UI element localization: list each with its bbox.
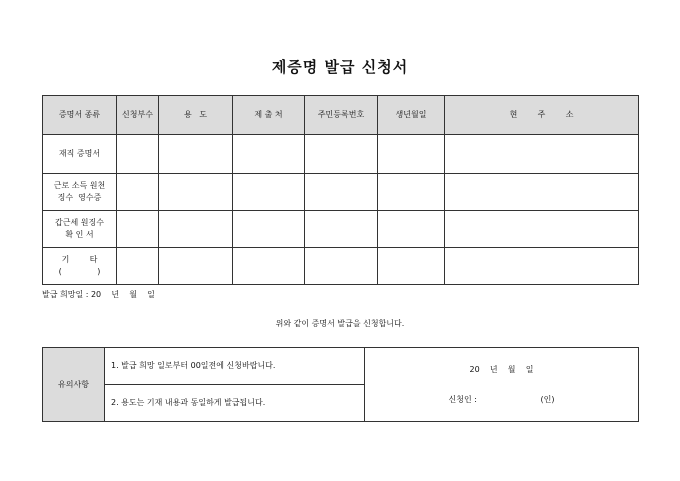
resident-number-cell[interactable]	[305, 135, 378, 174]
row-label-employment-cert	[43, 135, 117, 174]
submit-to-cell[interactable]	[233, 211, 305, 248]
notes-row	[43, 348, 639, 385]
row-label-line: 갑근세 원징수	[55, 218, 104, 227]
notes-item: 1. 발급 희망 일로부터 00일전에 신청바랍니다.	[105, 348, 365, 385]
address-cell[interactable]	[445, 174, 639, 211]
row-label-income-withholding	[43, 174, 117, 211]
birth-date-cell[interactable]	[378, 135, 445, 174]
purpose-cell[interactable]	[159, 174, 233, 211]
signature-date: 20 년 월 일	[469, 365, 534, 374]
header-resident-number: 주민등록번호	[305, 96, 378, 135]
resident-number-cell[interactable]	[305, 211, 378, 248]
resident-number-cell[interactable]	[305, 174, 378, 211]
copies-cell[interactable]	[117, 248, 159, 285]
applicant-line: 신청인 : (인)	[448, 395, 555, 404]
notes-table	[42, 347, 639, 422]
request-statement: 위와 같이 증명서 발급을 신청합니다.	[275, 319, 405, 328]
table-row	[43, 211, 639, 248]
submit-to-cell[interactable]	[233, 135, 305, 174]
header-submit-to: 제 출 처	[233, 96, 305, 135]
header-address: 현 주 소	[445, 96, 639, 135]
submit-to-cell[interactable]	[233, 248, 305, 285]
notes-label: 유의사항	[43, 348, 105, 422]
table-row	[43, 248, 639, 285]
certificate-request-table	[42, 95, 639, 285]
row-label-line: 징수 영수증	[57, 193, 102, 202]
row-label-other	[43, 248, 117, 285]
header-copies: 신청부수	[117, 96, 159, 135]
birth-date-cell[interactable]	[378, 211, 445, 248]
submit-to-cell[interactable]	[233, 174, 305, 211]
row-label-line: ( )	[58, 267, 101, 276]
header-birth-date: 생년월일	[378, 96, 445, 135]
address-cell[interactable]	[445, 211, 639, 248]
table-header-row	[43, 96, 639, 135]
address-cell[interactable]	[445, 135, 639, 174]
birth-date-cell[interactable]	[378, 248, 445, 285]
resident-number-cell[interactable]	[305, 248, 378, 285]
copies-cell[interactable]	[117, 174, 159, 211]
table-row	[43, 174, 639, 211]
signature-block	[365, 348, 639, 422]
copies-cell[interactable]	[117, 135, 159, 174]
row-label-tax-confirmation	[43, 211, 117, 248]
row-label-line: 근로 소득 원천	[53, 181, 106, 190]
row-label-line: 확 인 서	[65, 230, 94, 239]
copies-cell[interactable]	[117, 211, 159, 248]
form-title: 제증명 발급 신청서	[271, 58, 409, 76]
purpose-cell[interactable]	[159, 135, 233, 174]
row-label-line: 기 타	[61, 255, 98, 264]
header-purpose: 용 도	[159, 96, 233, 135]
address-cell[interactable]	[445, 248, 639, 285]
notes-item: 2. 용도는 기재 내용과 동일하게 발급됩니다.	[105, 385, 365, 422]
row-label-line: 재직 증명서	[58, 149, 101, 158]
header-cert-type: 증명서 종류	[43, 96, 117, 135]
purpose-cell[interactable]	[159, 211, 233, 248]
purpose-cell[interactable]	[159, 248, 233, 285]
table-row	[43, 135, 639, 174]
birth-date-cell[interactable]	[378, 174, 445, 211]
issue-date-line: 발급 희망일 : 20 년 월 일	[42, 290, 155, 299]
